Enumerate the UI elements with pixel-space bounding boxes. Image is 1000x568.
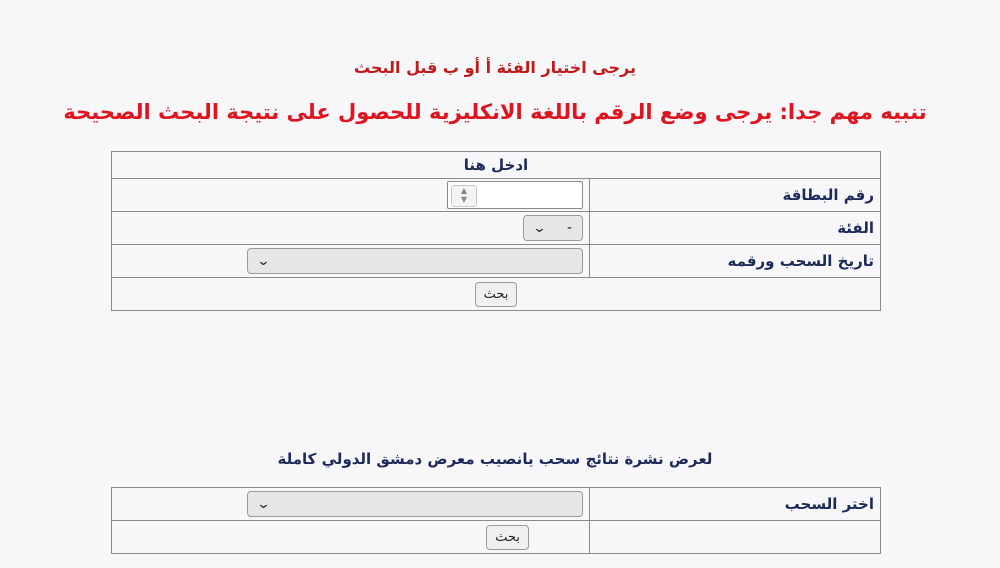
chevron-down-icon: ⌄ (256, 496, 271, 512)
full-results-table (111, 487, 881, 554)
chevron-down-icon: ⌄ (256, 253, 271, 269)
category-select[interactable] (523, 215, 583, 241)
category-cell (112, 212, 590, 245)
choose-draw-label: اختر السحب (590, 488, 881, 521)
empty-label-cell (590, 521, 881, 554)
search-button[interactable]: بحث (475, 282, 518, 307)
draw-date-cell (112, 245, 590, 278)
card-number-cell (112, 179, 590, 212)
search-button-cell (112, 278, 881, 311)
choose-draw-cell (112, 488, 590, 521)
full-results-button-cell (112, 521, 590, 554)
search-form-table (111, 151, 881, 311)
full-results-text: لعرض نشرة نتائج سحب يانصيب معرض دمشق الدولي كاملة (277, 450, 713, 468)
instruction-text: يرجى اختيار الفئة أ أو ب قبل البحث (354, 58, 636, 77)
category-selected-value: - (566, 220, 572, 236)
draw-date-label: تاريخ السحب ورقمه (590, 245, 881, 278)
form-header: ادخل هنا (112, 152, 881, 179)
choose-draw-select[interactable] (247, 491, 583, 517)
spinner-icon[interactable]: ▲ ▼ (451, 185, 477, 207)
full-results-search-button[interactable]: بحث (486, 525, 529, 550)
card-number-input[interactable] (447, 181, 583, 209)
draw-date-select[interactable] (247, 248, 583, 274)
warning-text: تنبيه مهم جدا: يرجى وضع الرقم باللغة الانكليزية للحصول على نتيجة البحث الصحيحة (63, 100, 927, 124)
card-number-label: رقم البطاقة (590, 179, 881, 212)
chevron-down-icon: ⌄ (532, 220, 547, 236)
category-label: الفئة (590, 212, 881, 245)
